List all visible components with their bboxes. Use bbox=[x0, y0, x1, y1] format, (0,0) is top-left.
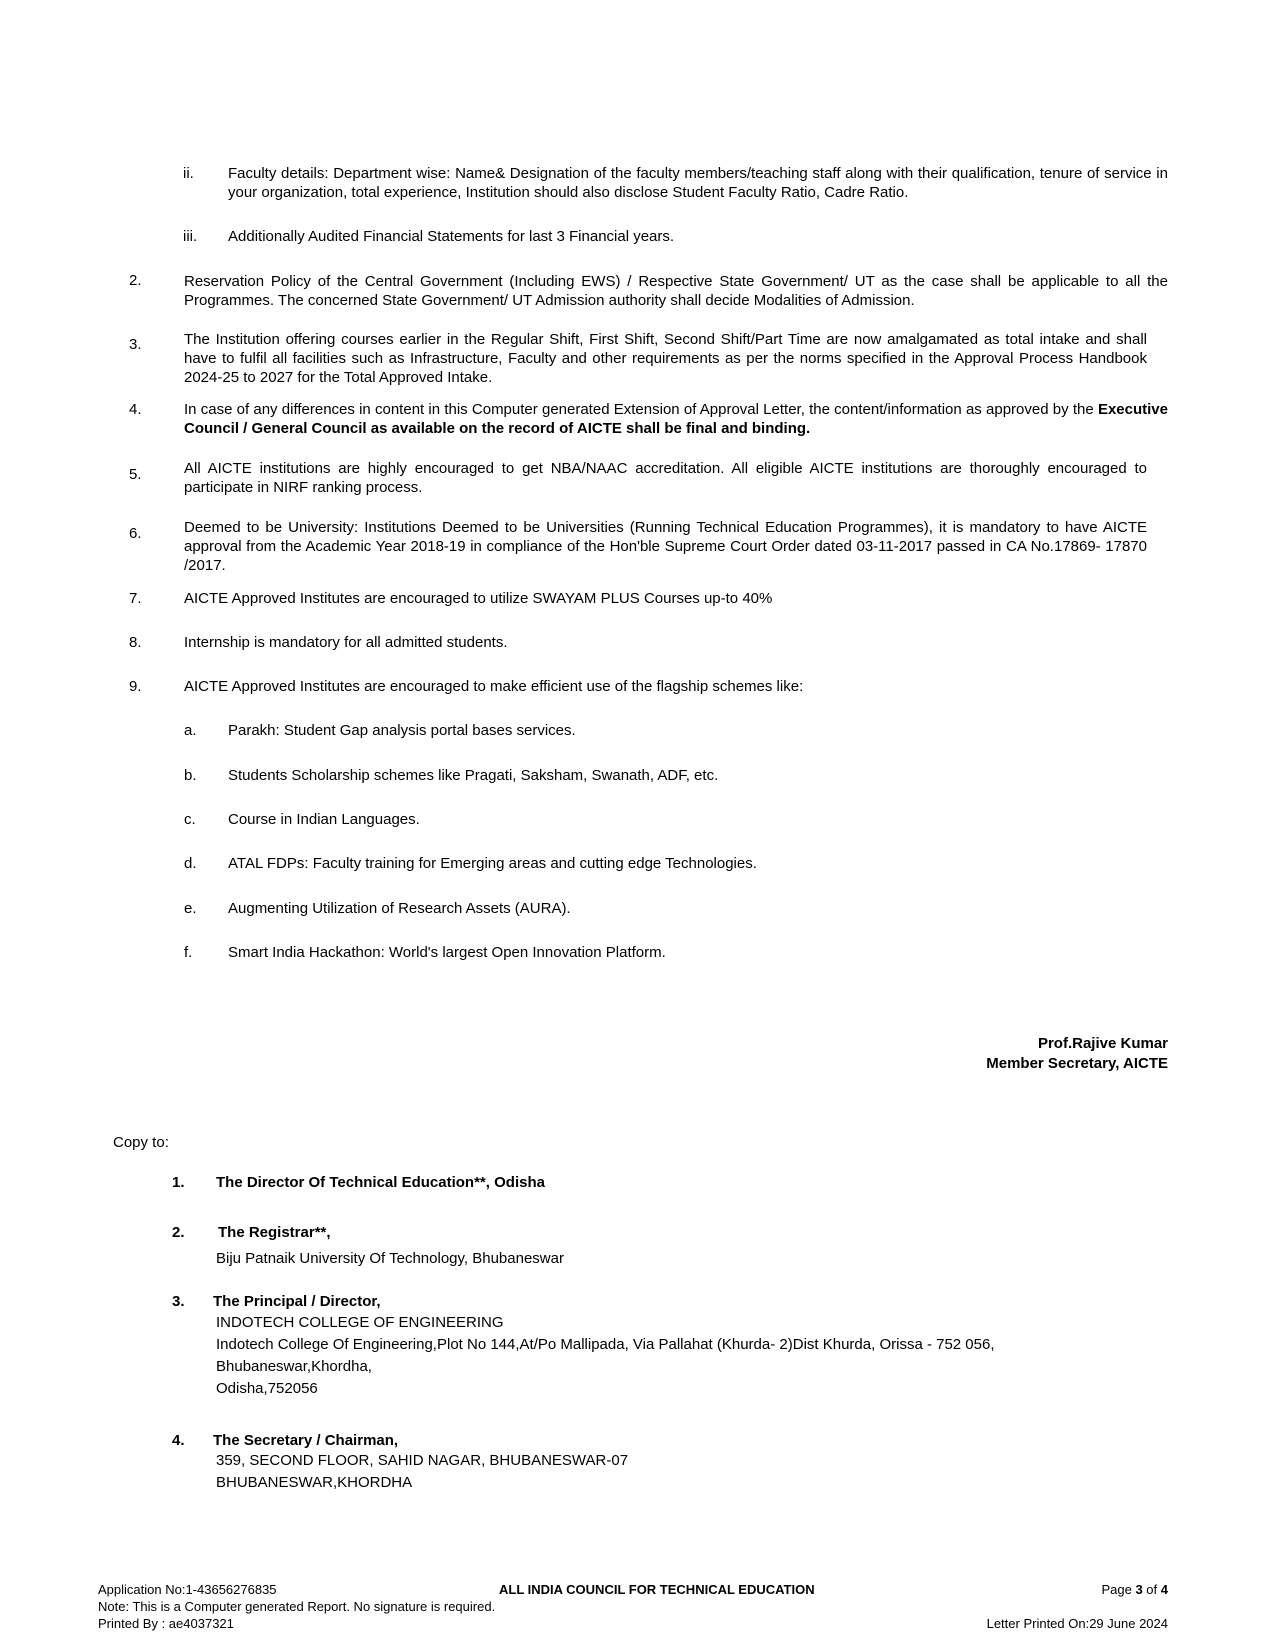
item-number: 4. bbox=[129, 401, 142, 418]
copy-to-address-line: BHUBANESWAR,KHORDHA bbox=[216, 1474, 413, 1491]
copy-to-number: 2. bbox=[172, 1224, 185, 1241]
item-text: AICTE Approved Institutes are encouraged to make efficient use of the flagship schemes like: bbox=[184, 678, 804, 695]
item-number: 7. bbox=[129, 590, 142, 607]
page-prefix: Page bbox=[1101, 1582, 1136, 1597]
copy-to-address-line: 359, SECOND FLOOR, SAHID NAGAR, BHUBANESWAR-07 bbox=[216, 1452, 629, 1469]
subitem-marker: iii. bbox=[183, 228, 198, 245]
footer-page-number bbox=[1101, 1582, 1168, 1598]
copy-to-number: 3. bbox=[172, 1293, 185, 1310]
footer-application-no: Application No:1-43656276835 bbox=[98, 1582, 277, 1597]
item-text: All AICTE institutions are highly encouraged to get NBA/NAAC accreditation. All eligible AICTE institutions are thoroughly encouraged to participate in NIRF ranking process. bbox=[184, 460, 1147, 496]
item-text: AICTE Approved Institutes are encouraged to utilize SWAYAM PLUS Courses up-to 40% bbox=[184, 590, 773, 607]
scheme-text: Parakh: Student Gap analysis portal bases services. bbox=[228, 722, 576, 739]
item-text: Internship is mandatory for all admitted students. bbox=[184, 634, 508, 651]
footer-printed-on: Letter Printed On:29 June 2024 bbox=[986, 1616, 1168, 1631]
copy-to-address-line: Biju Patnaik University Of Technology, Bhubaneswar bbox=[216, 1250, 564, 1267]
item-number: 6. bbox=[129, 525, 142, 542]
scheme-text: ATAL FDPs: Faculty training for Emerging areas and cutting edge Technologies. bbox=[228, 855, 757, 872]
item-text-plain: In case of any differences in content in this Computer generated Extension of Approval Letter, the content/information as approved by the bbox=[184, 401, 1098, 418]
scheme-marker: e. bbox=[184, 900, 197, 917]
page-of: of bbox=[1142, 1582, 1161, 1597]
copy-to-address-line: Odisha,752056 bbox=[216, 1380, 318, 1397]
copy-to-heading: The Director Of Technical Education**, Odisha bbox=[216, 1174, 545, 1191]
footer-printed-by: Printed By : ae4037321 bbox=[98, 1616, 234, 1631]
item-number: 8. bbox=[129, 634, 142, 651]
page-current: 3 bbox=[1135, 1582, 1143, 1597]
item-text: The Institution offering courses earlier in the Regular Shift, First Shift, Second Shift/Part Time are now amalgamated as total intake and shall have to fulfil all facilities such as Infrastructure, Faculty and other requirements as per the norms specified in the Approval Process Handbook 2024-25 to 2027 for the Total Approved Intake. bbox=[184, 331, 1147, 386]
scheme-marker: b. bbox=[184, 767, 197, 784]
item-number: 5. bbox=[129, 466, 142, 483]
scheme-marker: a. bbox=[184, 722, 197, 739]
copy-to-label: Copy to: bbox=[113, 1134, 169, 1151]
scheme-text: Course in Indian Languages. bbox=[228, 811, 420, 828]
subitem-marker: ii. bbox=[183, 165, 194, 182]
subitem-text: Additionally Audited Financial Statements for last 3 Financial years. bbox=[228, 228, 675, 245]
scheme-marker: f. bbox=[184, 944, 193, 961]
item-number: 9. bbox=[129, 678, 142, 695]
copy-to-number: 4. bbox=[172, 1432, 185, 1449]
copy-to-heading: The Registrar**, bbox=[218, 1224, 331, 1241]
item-number: 3. bbox=[129, 336, 142, 353]
copy-to-heading: The Principal / Director, bbox=[213, 1293, 381, 1310]
scheme-marker: c. bbox=[184, 811, 196, 828]
copy-to-address-line: Bhubaneswar,Khordha, bbox=[216, 1358, 372, 1375]
footer-note: Note: This is a Computer generated Report. No signature is required. bbox=[98, 1599, 496, 1614]
copy-to-number: 1. bbox=[172, 1174, 185, 1191]
copy-to-heading: The Secretary / Chairman, bbox=[213, 1432, 399, 1449]
scheme-marker: d. bbox=[184, 855, 197, 872]
subitem-text: Faculty details: Department wise: Name& Designation of the faculty members/teaching staff along with their qualification, tenure of service in your organization, total experience, Institution should also disclose Student Faculty Ratio, Cadre Ratio. bbox=[228, 165, 1168, 201]
item-text: Reservation Policy of the Central Government (Including EWS) / Respective State Government/ UT as the case shall be applicable to all the Programmes. The concerned State Government/ UT Admission authority shall decide Modalities of Admission. bbox=[184, 273, 1168, 309]
signatory-title: Member Secretary, AICTE bbox=[986, 1055, 1168, 1072]
item-text: Deemed to be University: Institutions Deemed to be Universities (Running Technical Education Programmes), it is mandatory to have AICTE approval from the Academic Year 2018-19 in compliance of the Hon'ble Supreme Court Order dated 03-11-2017 passed in CA No.17869- 17870 /2017. bbox=[184, 519, 1147, 574]
copy-to-address-line: Indotech College Of Engineering,Plot No 144,At/Po Mallipada, Via Pallahat (Khurda- 2)Dist Khurda, Orissa - 752 056, bbox=[216, 1336, 995, 1353]
page-total: 4 bbox=[1160, 1582, 1168, 1597]
copy-to-address-line: INDOTECH COLLEGE OF ENGINEERING bbox=[216, 1314, 504, 1331]
scheme-text: Students Scholarship schemes like Pragati, Saksham, Swanath, ADF, etc. bbox=[228, 767, 719, 784]
item-text bbox=[184, 400, 1168, 438]
item-number: 2. bbox=[129, 272, 142, 289]
signatory-name: Prof.Rajive Kumar bbox=[1037, 1035, 1168, 1052]
scheme-text: Smart India Hackathon: World's largest Open Innovation Platform. bbox=[228, 944, 666, 961]
item-text-bold: Executive Council / General Council as available on the record of AICTE shall be final and binding. bbox=[184, 401, 1168, 437]
scheme-text: Augmenting Utilization of Research Assets (AURA). bbox=[228, 900, 571, 917]
footer-council-name: ALL INDIA COUNCIL FOR TECHNICAL EDUCATION bbox=[499, 1582, 815, 1597]
